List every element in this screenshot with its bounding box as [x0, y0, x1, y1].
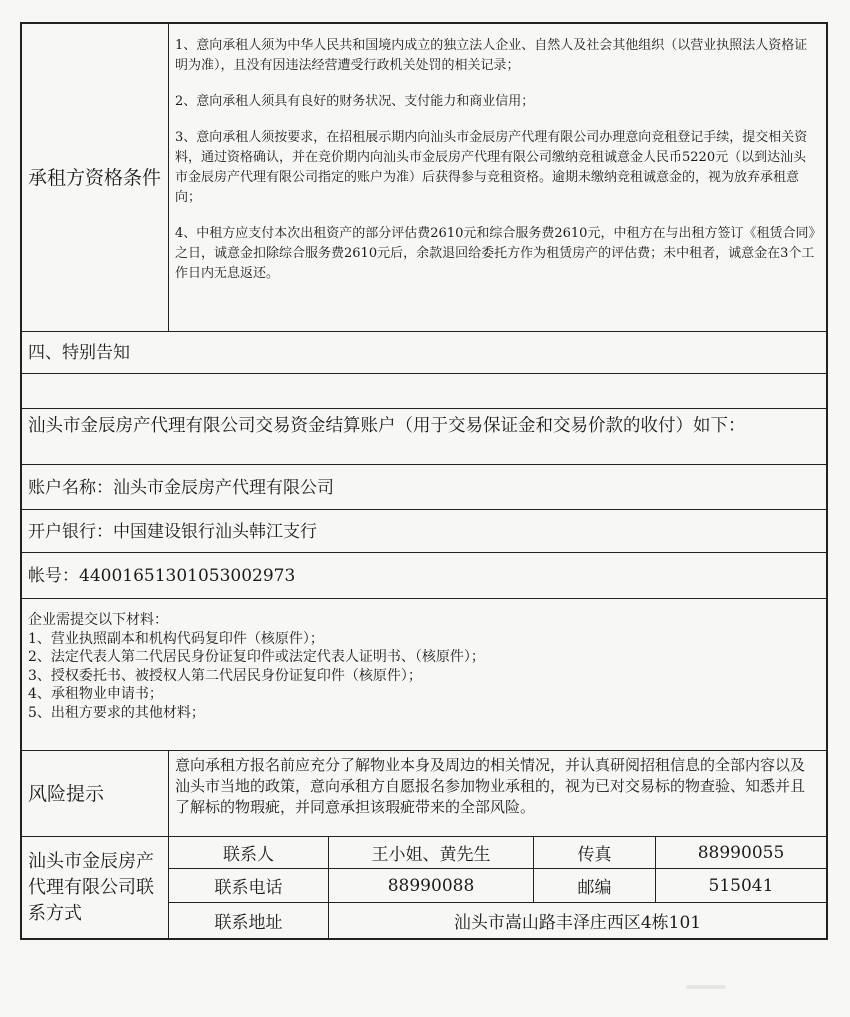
- contact-person-value: 王小姐、黄先生: [329, 837, 534, 868]
- qualification-label: 承租方资格条件: [22, 24, 169, 331]
- address-value: 汕头市嵩山路丰泽庄西区4栋101: [453, 913, 702, 933]
- empty-row: [22, 374, 826, 409]
- materials-block: [22, 599, 826, 751]
- bank-name: 开户银行：中国建设银行汕头韩江支行: [22, 510, 826, 553]
- materials-item: 4、承租物业申请书；: [28, 686, 163, 702]
- phone-value: 88990088: [329, 869, 534, 902]
- materials-item: 2、法定代表人第二代居民身份证复印件或法定代表人证明书、（核原件）；: [28, 649, 485, 665]
- contact-person-label: 联系人: [169, 837, 329, 868]
- materials-item: 1、营业执照副本和机构代码复印件（核原件）；: [28, 630, 324, 647]
- materials-item: 3、授权委托书、被授权人第二代居民身份证复印件（核原件）；: [28, 667, 422, 684]
- contact-grid-row: [169, 837, 826, 869]
- contact-grid-row: [169, 903, 826, 938]
- materials-title: 企业需提交以下材料：: [28, 612, 168, 628]
- qualification-content: [169, 24, 826, 331]
- qualification-item: 1、意向承租人须为中华人民共和国境内成立的独立法人企业、自然人及社会其他组织（以营业执照法人资格证明为准），且没有因违法经营遭受行政机关处罚的相关记录；: [175, 38, 808, 73]
- postcode-value: 515041: [708, 875, 774, 896]
- account-name: 账户名称：汕头市金辰房产代理有限公司: [22, 465, 826, 510]
- special-notice-title: 四、特别告知: [22, 332, 826, 374]
- risk-row: [22, 751, 826, 837]
- fax-value: 88990055: [697, 842, 785, 863]
- qualification-row: [22, 24, 826, 332]
- risk-text: 意向承租方报名前应充分了解物业本身及周边的相关情况，并认真研阅招租信息的全部内容以及汕头市当地的政策，意向承租方自愿报名参加物业承租的，视为已对交易标的物查验、知悉并且了解标的物瑕疵，并同意承担该瑕疵带来的全部风险。: [175, 756, 806, 816]
- postcode-label: 邮编: [534, 869, 656, 902]
- qualification-item: 2、意向承租人须具有良好的财务状况、支付能力和商业信用；: [175, 94, 535, 109]
- document-table: [20, 22, 828, 940]
- contact-row: [22, 837, 826, 938]
- account-number: 帐号：44001651301053002973: [22, 553, 826, 599]
- qualification-item: 4、中租方应支付本次出租资产的部分评估费2610元和综合服务费2610元，中租方在与出租方签订《租赁合同》之日，诚意金扣除综合服务费2610元后，余款退回给委托方作为租赁房产的评估费；未中租者，诚意金在3个工作日内无息返还。: [175, 226, 815, 281]
- contact-grid: [169, 837, 826, 938]
- phone-label: 联系电话: [169, 869, 329, 902]
- contact-label: 汕头市金辰房产代理有限公司联系方式: [22, 837, 169, 938]
- qualification-item: 3、意向承租人须按要求，在招租展示期内向汕头市金辰房产代理有限公司办理意向竞租登记手续，提交相关资料，通过资格确认，并在竞价期内向汕头市金辰房产代理有限公司缴纳竞租诚意金人民币5220元（以到达汕头市金辰房产代理有限公司指定的账户为准）后获得参与竞租资格。逾期未缴纳竞租诚意金的，视为放弃承租意向；: [175, 130, 808, 205]
- address-label: 联系地址: [169, 903, 329, 938]
- scan-smudge: [686, 985, 726, 989]
- account-intro: 汕头市金辰房产代理有限公司交易资金结算账户（用于交易保证金和交易价款的收付）如下：: [22, 409, 826, 465]
- materials-item: 5、出租方要求的其他材料；: [28, 704, 205, 721]
- contact-grid-row: [169, 869, 826, 903]
- contact-grid-wrap: [169, 837, 826, 938]
- fax-label: 传真: [534, 837, 656, 868]
- risk-label: 风险提示: [22, 751, 169, 836]
